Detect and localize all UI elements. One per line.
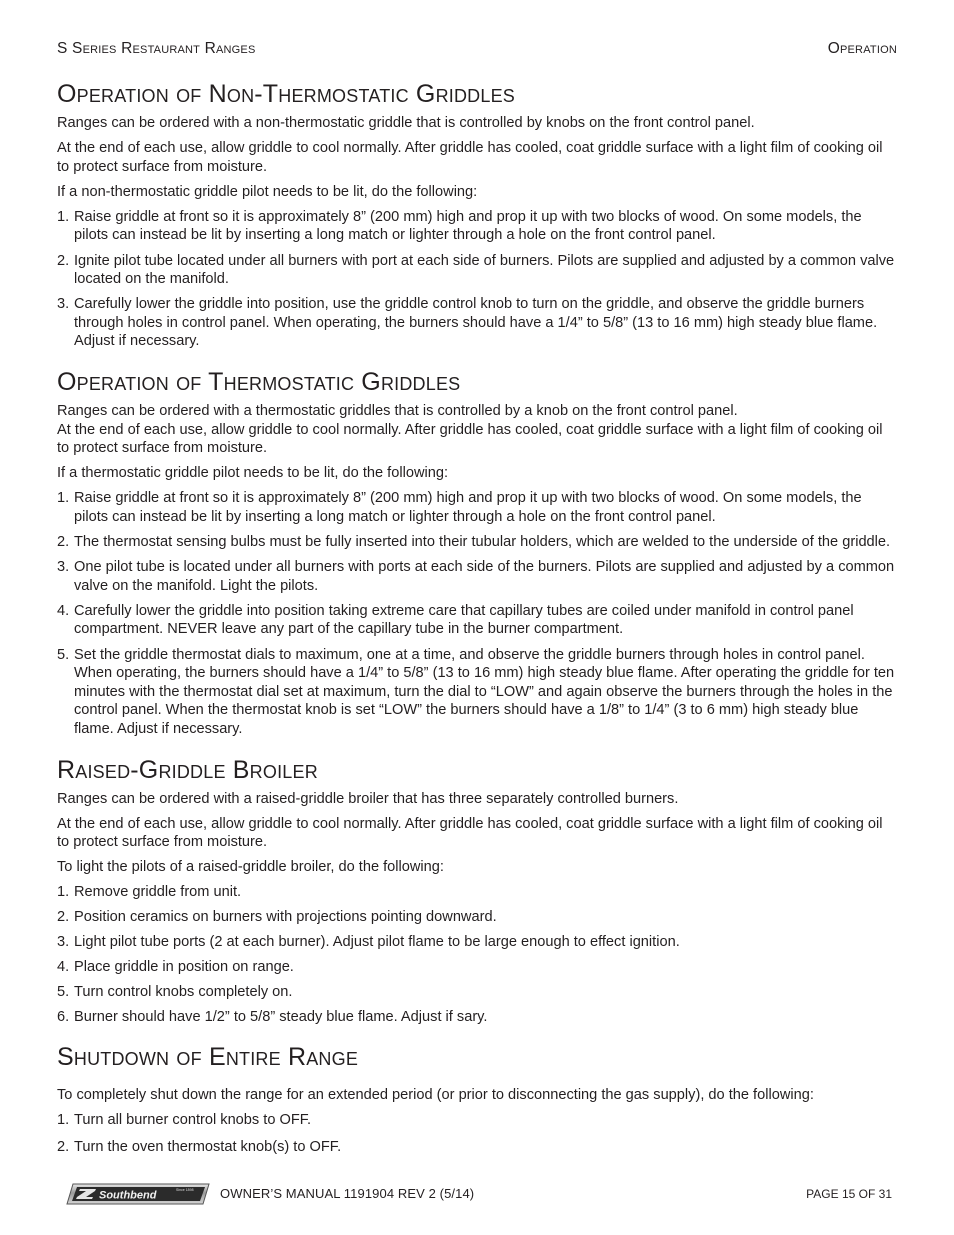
step-text: Carefully lower the griddle into position taking extreme care that capillary tubes are coiled under manifold in control panel compartment. NEVER leave any part of the capillary tube in the burner compartment.	[74, 602, 854, 638]
step-text: Burner should have 1/2” to 5/8” steady blue flame. Adjust if sary.	[74, 1009, 488, 1026]
step-text: Carefully lower the griddle into position, use the griddle control knob to turn on the griddle, and observe the griddle burners through holes in control panel. When operating, the burners should have a 1/4” to 5/8” (13 to 16 mm) high steady blue flame. Adjust if necessary.	[74, 296, 878, 350]
list-item	[57, 1111, 897, 1130]
step-list	[57, 1111, 897, 1156]
step-number: 5.	[57, 646, 70, 663]
step-number: 6.	[57, 1009, 70, 1026]
paragraph: At the end of each use, allow griddle to cool normally. After griddle has cooled, coat griddle surface with a light film of cooking oil to protect surface from moisture.	[57, 421, 883, 457]
step-text: Raise griddle at front so it is approximately 8” (200 mm) high and prop it up with two blocks of wood. On some models, the pilots can instead be lit by inserting a long match or lighter through a hole on the front control panel.	[74, 208, 862, 244]
step-text: Turn control knobs completely on.	[74, 984, 293, 1001]
list-item	[57, 908, 897, 927]
step-text: One pilot tube is located under all burners with ports at each side of the burners. Pilots are supplied and adjusted by a common valve on the manifold. Light the pilots.	[74, 559, 895, 594]
paragraph: At the end of each use, allow griddle to cool normally. After griddle has cooled, coat griddle surface with a light film of cooking oil to protect surface from moisture.	[57, 815, 883, 851]
step-text: Ignite pilot tube located under all burners with port at each side of burners. Pilots are supplied and adjusted by a common valve located on the manifold.	[74, 252, 895, 288]
section-thermostatic-griddles	[57, 368, 897, 739]
step-number: 3.	[57, 934, 70, 951]
step-number: 4.	[57, 602, 70, 619]
step-number: 3.	[57, 296, 70, 313]
step-number: 5.	[57, 984, 70, 1001]
section-heading: Operation of Thermostatic Griddles	[57, 368, 461, 397]
list-item	[57, 208, 897, 245]
list-item	[57, 602, 897, 639]
step-text: The thermostat sensing bulbs must be fully inserted into their tubular holders, which are welded to the underside of the griddle.	[74, 534, 891, 551]
logo-since: Since 1898	[176, 1188, 194, 1192]
list-item	[57, 252, 897, 289]
list-item	[57, 533, 897, 552]
running-header	[57, 40, 897, 60]
logo-wordmark: Southbend	[99, 1189, 157, 1202]
page-content	[57, 80, 897, 1164]
southbend-logo	[65, 1183, 211, 1205]
step-number: 1.	[57, 208, 70, 225]
header-chapter-title: Operation	[827, 40, 897, 57]
paragraph: If a thermostatic griddle pilot needs to be lit, do the following:	[57, 465, 449, 482]
step-number: 2.	[57, 1138, 70, 1155]
section-heading: Operation of Non-Thermostatic Griddles	[57, 80, 516, 108]
manual-identifier: OWNER’S MANUAL 1191904 REV 2 (5/14)	[220, 1186, 475, 1201]
step-list	[57, 208, 897, 351]
list-item	[57, 883, 897, 902]
section-heading: Raised-Griddle Broiler	[57, 755, 318, 784]
step-number: 1.	[57, 1112, 70, 1129]
paragraph: At the end of each use, allow griddle to cool normally. After griddle has cooled, coat griddle surface with a light film of cooking oil to protect surface from moisture.	[57, 140, 883, 175]
step-list	[57, 883, 897, 1027]
paragraph: If a non-thermostatic griddle pilot needs to be lit, do the following:	[57, 183, 478, 200]
step-number: 2.	[57, 909, 70, 926]
list-item	[57, 558, 897, 595]
step-number: 1.	[57, 490, 70, 507]
list-item	[57, 958, 897, 977]
list-item	[57, 489, 897, 526]
step-number: 1.	[57, 884, 70, 901]
section-raised-griddle-broiler	[57, 756, 897, 1027]
list-item	[57, 983, 897, 1002]
step-text: Remove griddle from unit.	[74, 884, 242, 901]
step-text: Raise griddle at front so it is approximately 8” (200 mm) high and prop it up with two blocks of wood. On some models, the pilots can instead be lit by inserting a long match or lighter through a hole on the front control panel.	[74, 490, 862, 525]
list-item	[57, 646, 897, 739]
step-list	[57, 489, 897, 738]
list-item	[57, 1008, 897, 1027]
paragraph: Ranges can be ordered with a non-thermostatic griddle that is controlled by knobs on the front control panel.	[57, 115, 755, 131]
section-shutdown-entire-range	[57, 1043, 897, 1156]
step-number: 4.	[57, 959, 70, 976]
step-text: Position ceramics on burners with projections pointing downward.	[74, 909, 497, 926]
section-non-thermostatic-griddles	[57, 80, 897, 351]
step-text: Set the griddle thermostat dials to maximum, one at a time, and observe the griddle burners through holes in control panel. When operating, the burners should have a 1/4” to 5/8” (13 to 16 mm) high steady blue flame. After operating the griddle for ten minutes with the thermostat dial set at maximum, turn the dial to “LOW” and again observe the burners through the holes in the control panel. When the thermostat knob is set “LOW” the burners should have a 1/8” to 1/4” (3 to 6 mm) high steady blue flame. Adjust if necessary.	[74, 646, 895, 737]
header-product-title: S Series Restaurant Ranges	[57, 40, 256, 57]
step-number: 2.	[57, 252, 70, 269]
step-text: Light pilot tube ports (2 at each burner). Adjust pilot flame to be large enough to effect ignition.	[74, 934, 680, 951]
step-number: 2.	[57, 534, 70, 551]
page-number: PAGE 15 OF 31	[806, 1187, 892, 1201]
section-heading: Shutdown of Entire Range	[57, 1042, 359, 1071]
step-text: Turn the oven thermostat knob(s) to OFF.	[74, 1138, 342, 1155]
list-item	[57, 1138, 897, 1157]
paragraph: Ranges can be ordered with a raised-griddle broiler that has three separately controlled burners.	[57, 790, 679, 807]
step-text: Place griddle in position on range.	[74, 959, 294, 976]
step-number: 3.	[57, 559, 70, 576]
paragraph: Ranges can be ordered with a thermostatic griddles that is controlled by a knob on the front control panel.	[57, 403, 738, 420]
step-text: Turn all burner control knobs to OFF.	[74, 1112, 312, 1129]
page-footer	[57, 1182, 897, 1208]
paragraph: To light the pilots of a raised-griddle broiler, do the following:	[57, 859, 444, 876]
paragraph: To completely shut down the range for an extended period (or prior to disconnecting the gas supply), do the following:	[57, 1086, 814, 1103]
list-item	[57, 295, 897, 351]
list-item	[57, 933, 897, 952]
